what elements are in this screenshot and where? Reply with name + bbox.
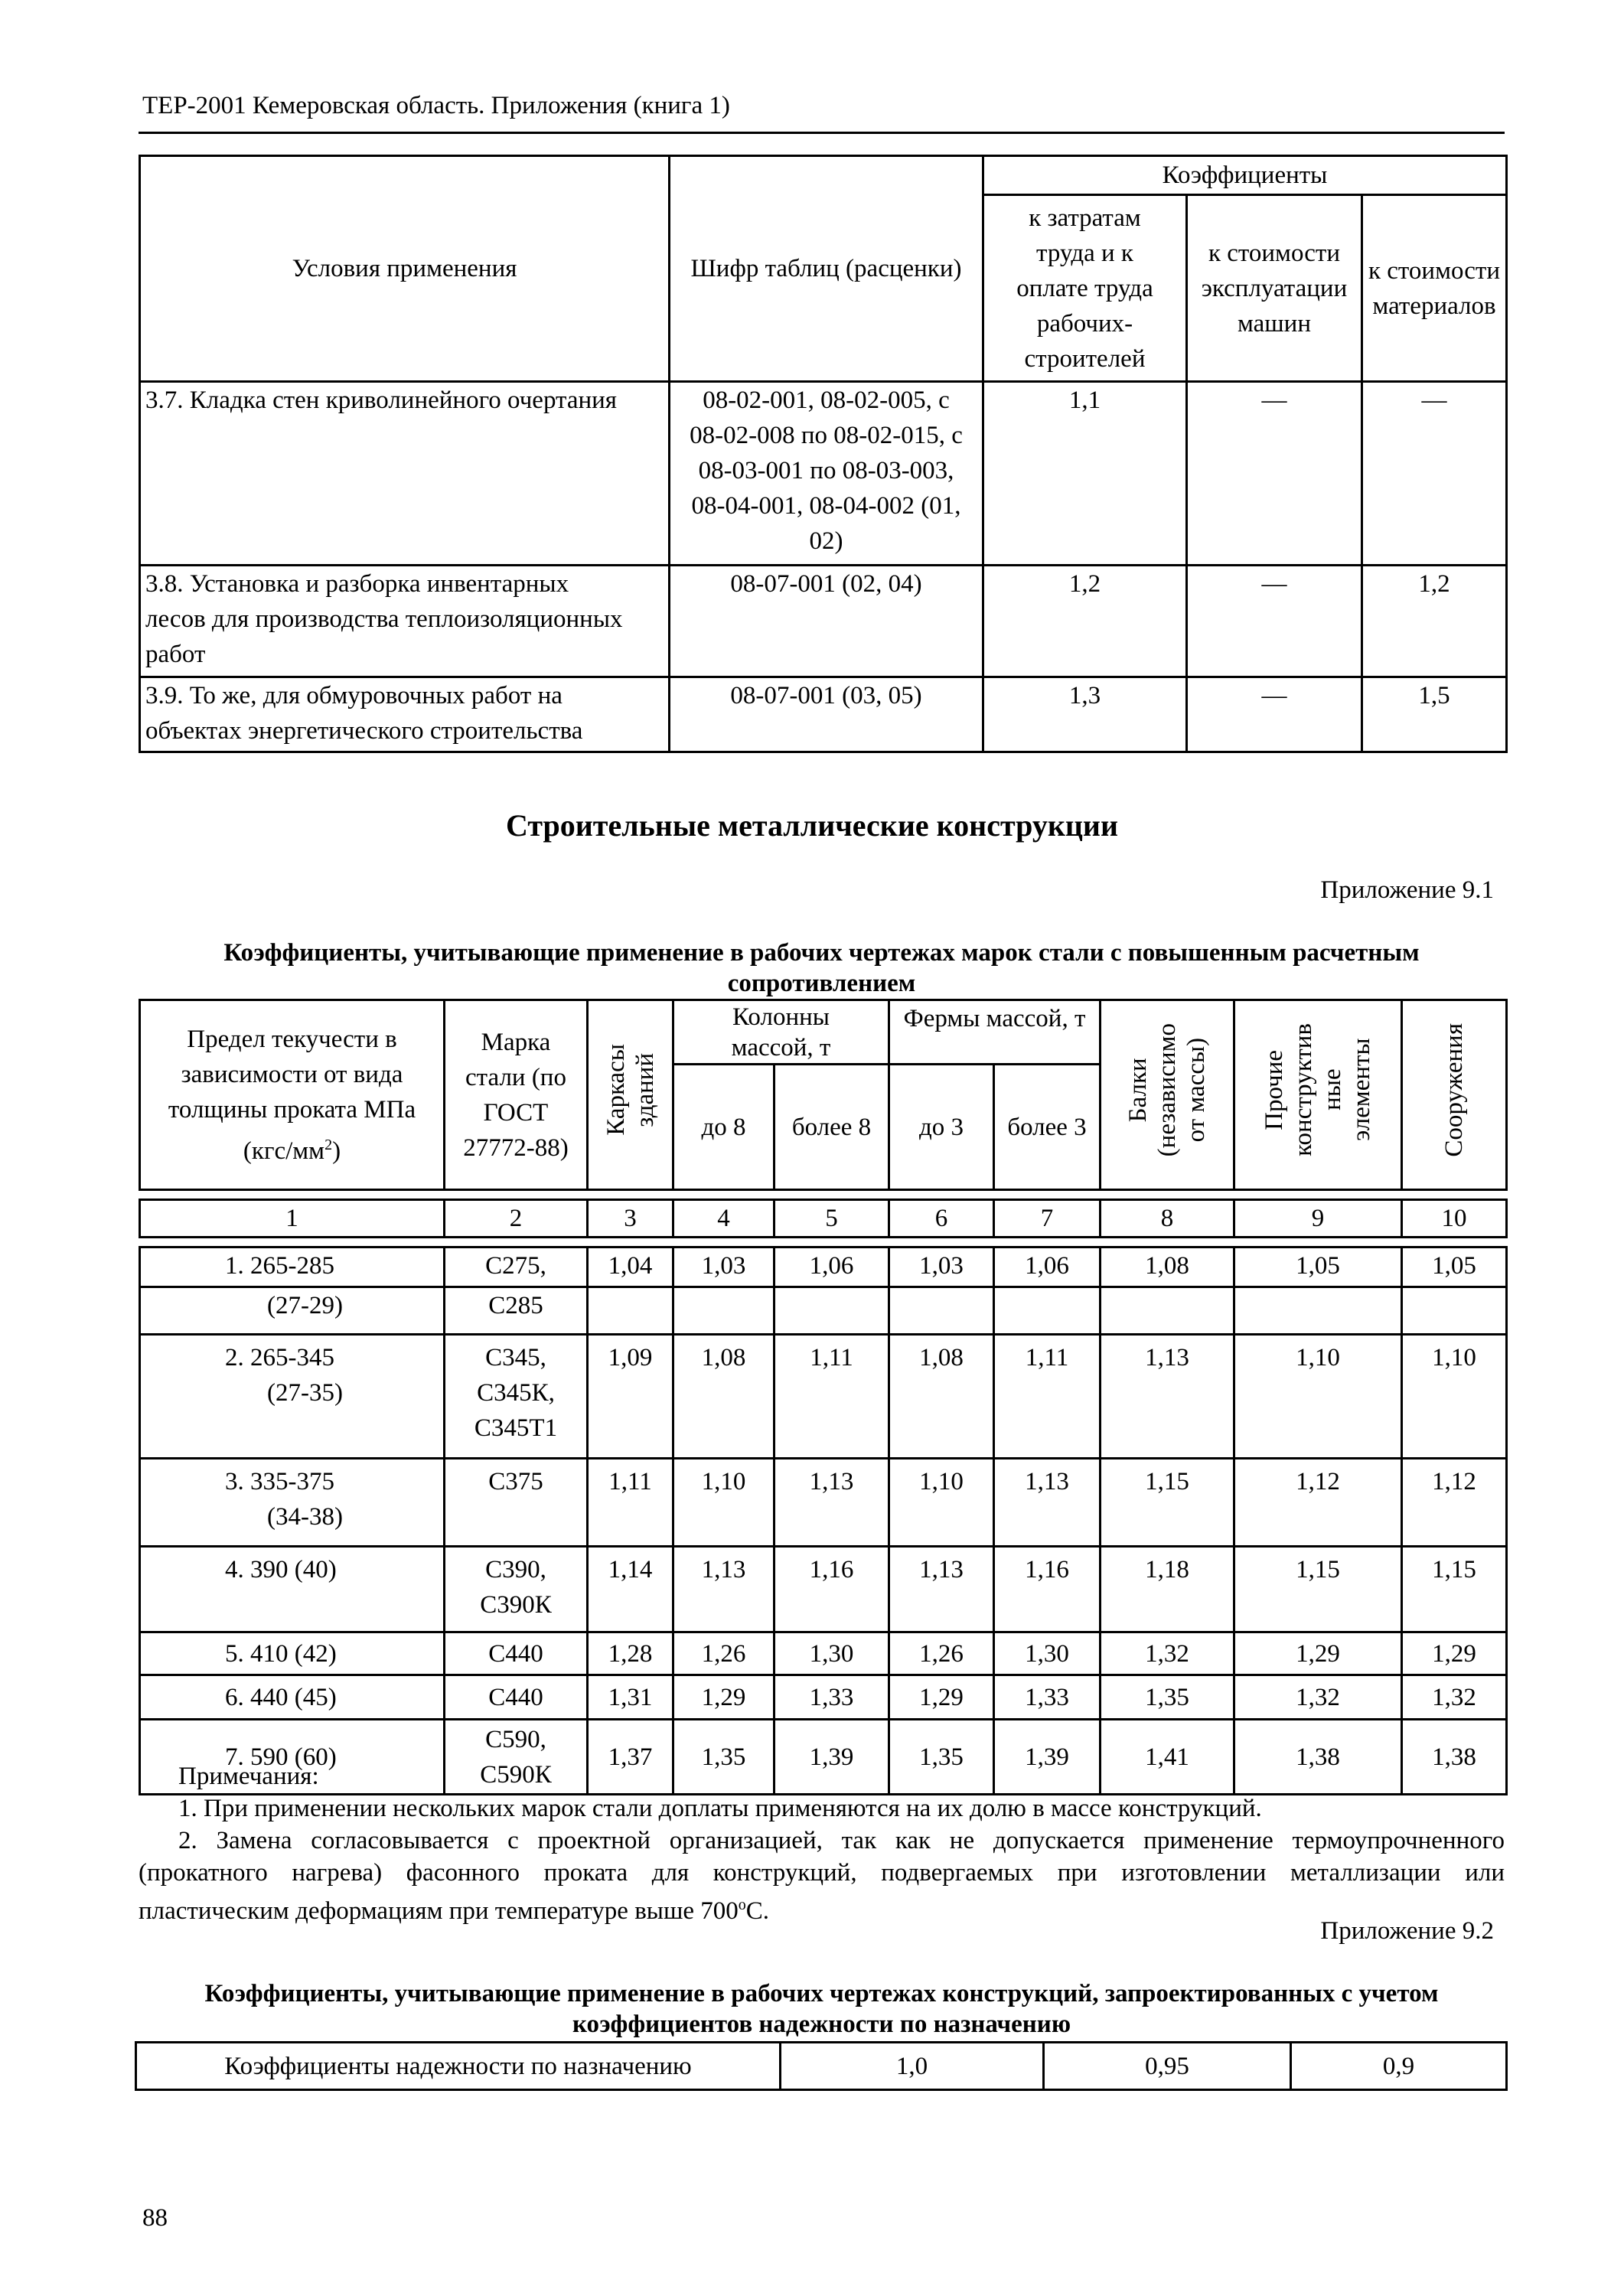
header-other-elements: Прочие конструктив ные элементы bbox=[1234, 1000, 1402, 1190]
steel-grade-coefficients-table bbox=[139, 999, 1508, 1795]
table-row: 6. 440 (45) С440 1,31 1,29 1,33 1,29 1,33 1,35 1,32 1,32 bbox=[140, 1675, 1507, 1720]
row-yield: 7. 590 (60) bbox=[140, 1720, 445, 1795]
section-title: Строительные металлические конструкции bbox=[506, 808, 1118, 843]
header-columns: Колонны массой, т bbox=[673, 1000, 889, 1065]
reliability-value: 0,9 bbox=[1291, 2043, 1507, 2090]
note-2-line-2: (прокатного нагрева) фасонного проката для конструкций, подвергаемых при изготовлении металлизации или bbox=[139, 1859, 1505, 1887]
header-coefficients: Коэффициенты bbox=[983, 156, 1507, 195]
row-grade: С390, С390К bbox=[445, 1547, 588, 1632]
header-trusses-over3: более 3 bbox=[994, 1065, 1101, 1190]
table-row bbox=[140, 677, 1507, 752]
appendix-9-1-label: Приложение 9.1 bbox=[1320, 876, 1494, 904]
table-row: 5. 410 (42) С440 1,28 1,26 1,30 1,26 1,30 1,32 1,29 1,29 bbox=[140, 1632, 1507, 1675]
coefficients-table-1 bbox=[139, 155, 1508, 753]
column-number-row: 1 2 3 4 5 6 7 8 9 10 bbox=[140, 1200, 1507, 1238]
running-header: ТЕР-2001 Кемеровская область. Приложения (книга 1) bbox=[142, 92, 730, 119]
table-row: 3. 335-375 (34-38) С375 1,11 1,10 1,13 1,10 1,13 1,15 1,12 1,12 bbox=[140, 1459, 1507, 1547]
row-grade: С440 bbox=[445, 1675, 588, 1720]
header-rule bbox=[139, 132, 1505, 134]
header-machines: к стоимости эксплуатации машин bbox=[1187, 195, 1362, 382]
table-row: 1. 265-285 С275, 1,04 1,03 1,06 1,03 1,06 1,08 1,05 1,05 bbox=[140, 1247, 1507, 1287]
header-steel-grade: Марка стали (по ГОСТ 27772-88) bbox=[445, 1000, 588, 1190]
row-grade: С590, С590К bbox=[445, 1720, 588, 1795]
row-materials: 1,2 bbox=[1362, 566, 1507, 677]
reliability-value: 0,95 bbox=[1044, 2043, 1291, 2090]
row-labor: 1,2 bbox=[983, 566, 1187, 677]
reliability-label: Коэффициенты надежности по назначению bbox=[136, 2043, 781, 2090]
row-materials: 1,5 bbox=[1362, 677, 1507, 752]
header-trusses: Фермы массой, т bbox=[889, 1000, 1101, 1065]
table-3-title: Коэффициенты, учитывающие применение в рабочих чертежах конструкций, запроектированных с учетом коэффициентов надежности по назначению bbox=[204, 1980, 1439, 2038]
header-labor: к затратам труда и к оплате труда рабочих- строителей bbox=[983, 195, 1187, 382]
row-grade: С345, С345К, С345Т1 bbox=[445, 1335, 588, 1459]
row-yield: 5. 410 (42) bbox=[140, 1632, 445, 1675]
page-number: 88 bbox=[142, 2204, 168, 2232]
row-code: 08-07-001 (03, 05) bbox=[670, 677, 983, 752]
row-code: 08-07-001 (02, 04) bbox=[670, 566, 983, 677]
row-yield: 4. 390 (40) bbox=[140, 1547, 445, 1632]
reliability-coefficients-table bbox=[135, 2041, 1508, 2091]
header-yield-strength: Предел текучести в зависимости от вида толщины проката МПа $(кгс/мм^2)$ bbox=[140, 1000, 445, 1190]
note-1: 1. При применении нескольких марок стали доплаты применяются на их долю в массе конструкций. bbox=[178, 1795, 1262, 1822]
header-structures: Сооружения bbox=[1402, 1000, 1507, 1190]
table-2-title: Коэффициенты, учитывающие применение в рабочих чертежах марок стали с повышенным расчетным сопротивлением bbox=[223, 939, 1420, 997]
row-grade: С440 bbox=[445, 1632, 588, 1675]
table-row-continuation: (27-29) С285 bbox=[140, 1287, 1507, 1335]
header-materials: к стоимости материалов bbox=[1362, 195, 1507, 382]
row-machines: — bbox=[1187, 382, 1362, 566]
row-yield: 2. 265-345 (27-35) bbox=[140, 1335, 445, 1459]
table-row: 4. 390 (40) С390, С390К 1,14 1,13 1,16 1,13 1,16 1,18 1,15 1,15 bbox=[140, 1547, 1507, 1632]
row-yield: 3. 335-375 (34-38) bbox=[140, 1459, 445, 1547]
row-labor: 1,1 bbox=[983, 382, 1187, 566]
row-labor: 1,3 bbox=[983, 677, 1187, 752]
table-row bbox=[140, 382, 1507, 566]
header-trusses-upto3: до 3 bbox=[889, 1065, 994, 1190]
note-2-line-1: 2. Замена согласовывается с проектной организацией, так как не допускается применение термоупрочненного bbox=[178, 1827, 1505, 1854]
header-beams: Балки (независимо от массы) bbox=[1101, 1000, 1234, 1190]
row-grade: С275, bbox=[445, 1247, 588, 1287]
row-code: 08-02-001, 08-02-005, с 08-02-008 по 08-02-015, с 08-03-001 по 08-03-003, 08-04-001, 08-04-002 (01, 02) bbox=[670, 382, 983, 566]
row-condition: 3.9. То же, для обмуровочных работ на объектах энергетического строительства bbox=[140, 677, 670, 752]
note-2-line-3: пластическим деформациям при температуре выше $700^оС$. bbox=[139, 1896, 770, 1925]
header-columns-over8: более 8 bbox=[774, 1065, 889, 1190]
table-row: 2. 265-345 (27-35) С345, С345К, С345Т1 1,09 1,08 1,11 1,08 1,11 1,13 1,10 1,10 bbox=[140, 1335, 1507, 1459]
row-machines: — bbox=[1187, 566, 1362, 677]
row-condition: 3.8. Установка и разборка инвентарных лесов для производства теплоизоляционных работ bbox=[140, 566, 670, 677]
row-condition: 3.7. Кладка стен криволинейного очертания bbox=[140, 382, 670, 566]
header-conditions: Условия применения bbox=[140, 156, 670, 382]
table-row: 7. 590 (60) С590, С590К 1,37 1,35 1,39 1,35 1,39 1,41 1,38 1,38 bbox=[140, 1720, 1507, 1795]
row-materials: — bbox=[1362, 382, 1507, 566]
header-columns-upto8: до 8 bbox=[673, 1065, 774, 1190]
appendix-9-2-label: Приложение 9.2 bbox=[1320, 1917, 1494, 1945]
row-yield: 6. 440 (45) bbox=[140, 1675, 445, 1720]
reliability-value: 1,0 bbox=[781, 2043, 1044, 2090]
header-building-frames: Каркасы зданий bbox=[588, 1000, 673, 1190]
table-row bbox=[140, 566, 1507, 677]
notes-title: Примечания: bbox=[178, 1763, 319, 1790]
row-yield: 1. 265-285 bbox=[140, 1247, 445, 1287]
notes bbox=[139, 1760, 1505, 1927]
header-table-code: Шифр таблиц (расценки) bbox=[670, 156, 983, 382]
row-grade: С375 bbox=[445, 1459, 588, 1547]
row-machines: — bbox=[1187, 677, 1362, 752]
